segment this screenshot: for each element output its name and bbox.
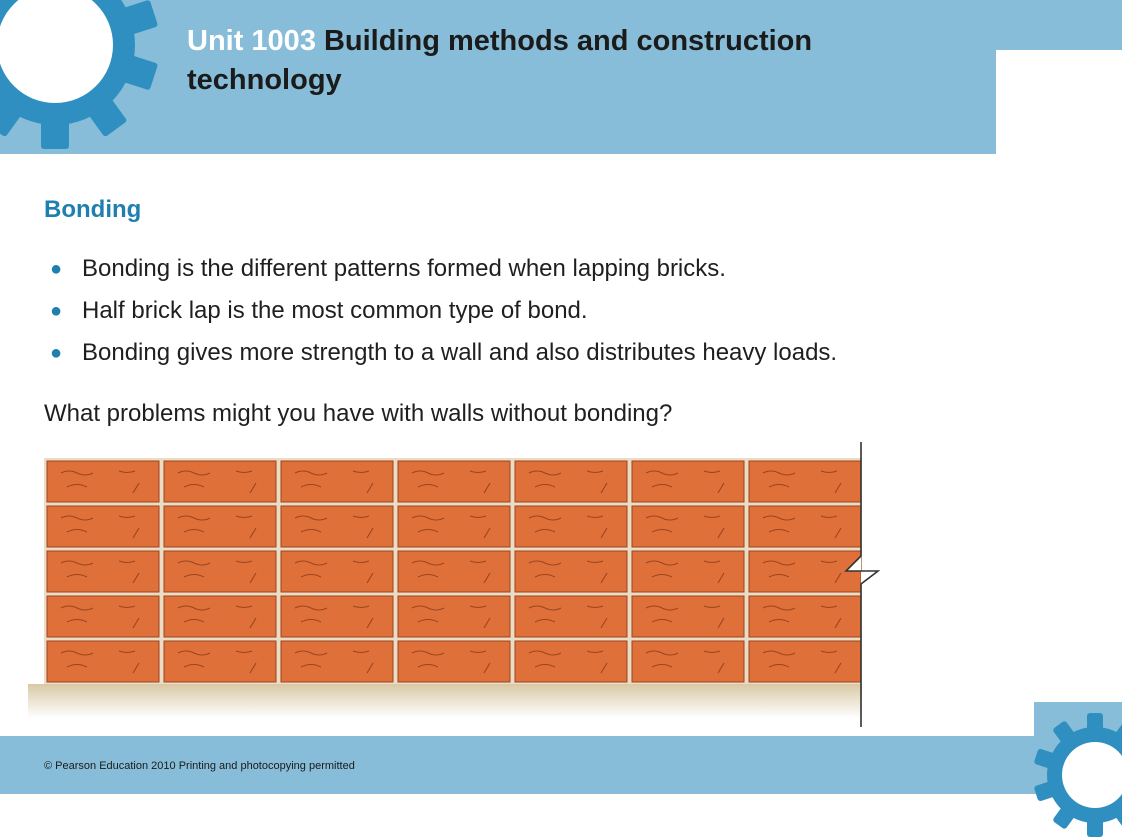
brick (515, 641, 627, 682)
brick (164, 461, 276, 502)
brick (515, 461, 627, 502)
bullet-list (44, 248, 837, 374)
bullet-icon: ● (50, 342, 63, 364)
section-heading: Bonding (44, 196, 142, 223)
page-title (187, 22, 967, 100)
brick (632, 596, 744, 637)
bullet-text: Bonding gives more strength to a wall and also distributes heavy loads. (82, 339, 838, 366)
brick (281, 551, 393, 592)
brick (47, 641, 159, 682)
brick (164, 596, 276, 637)
gear-icon (1030, 710, 1122, 840)
brick (749, 461, 861, 502)
bullet-text: Bonding is the different patterns formed when lapping bricks. (82, 255, 726, 282)
brick (632, 641, 744, 682)
brick-wall-illustration (28, 442, 888, 732)
brick (281, 596, 393, 637)
brick (47, 461, 159, 502)
gear-tooth (1087, 815, 1103, 837)
bullet-item (44, 332, 837, 374)
discussion-question: What problems might you have with walls without bonding? (44, 400, 673, 427)
copyright-notice: © Pearson Education 2010 Printing and photocopying permitted (44, 760, 355, 772)
brick (281, 641, 393, 682)
brick (632, 551, 744, 592)
gear-tooth (1087, 713, 1103, 735)
brick (398, 641, 510, 682)
gear-tooth (41, 117, 69, 149)
brick (515, 596, 627, 637)
bullet-icon: ● (50, 258, 63, 280)
brick (281, 461, 393, 502)
gear-icon (0, 0, 170, 160)
brick (515, 506, 627, 547)
ground-strip (28, 684, 862, 718)
brick (47, 551, 159, 592)
brick (632, 506, 744, 547)
unit-label: Unit 1003 (187, 25, 316, 57)
brick (749, 506, 861, 547)
brick (281, 506, 393, 547)
brick (398, 551, 510, 592)
brick (749, 596, 861, 637)
unit-title: Building methods and construction technology (187, 25, 813, 96)
brick (164, 506, 276, 547)
brick (632, 461, 744, 502)
header-corner (996, 0, 1122, 50)
brick (164, 641, 276, 682)
bullet-text: Half brick lap is the most common type of bond. (82, 297, 588, 324)
brick (398, 461, 510, 502)
brick (398, 596, 510, 637)
brick (164, 551, 276, 592)
brick (47, 596, 159, 637)
brick (749, 641, 861, 682)
brick (749, 551, 861, 592)
brick (47, 506, 159, 547)
brick (515, 551, 627, 592)
bullet-item (44, 248, 837, 290)
bullet-icon: ● (50, 300, 63, 322)
bullet-item (44, 290, 837, 332)
brick (398, 506, 510, 547)
